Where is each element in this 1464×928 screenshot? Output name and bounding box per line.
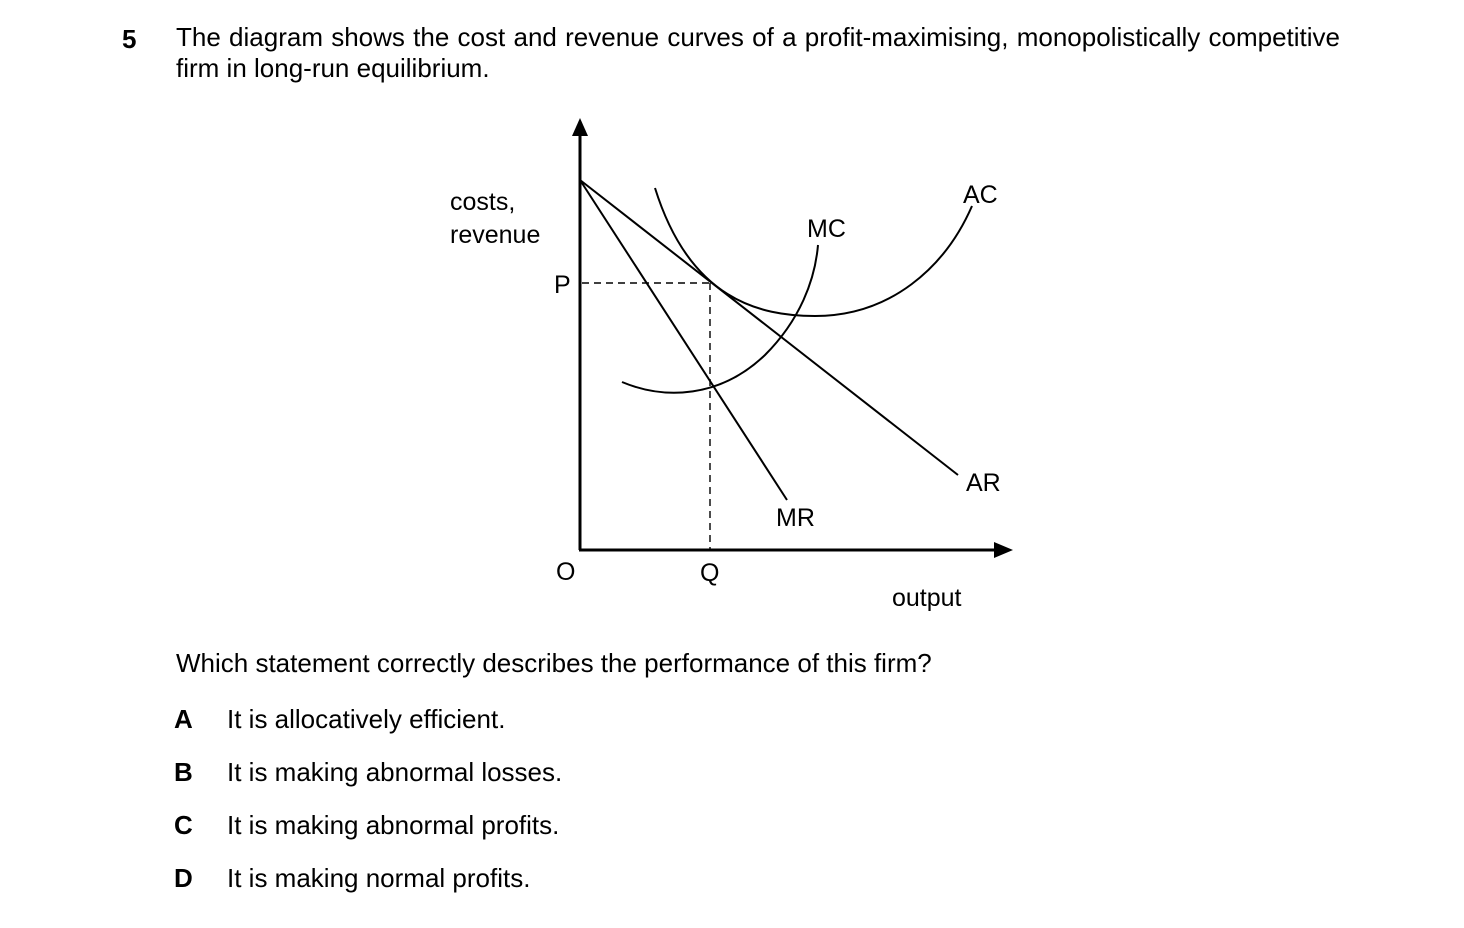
- option-text: It is making normal profits.: [227, 863, 531, 893]
- y-axis-label-line2: revenue: [450, 221, 541, 249]
- ar-label: AR: [966, 469, 1001, 497]
- ac-curve: [655, 188, 972, 316]
- x-axis-arrow: [994, 542, 1013, 558]
- question-prompt: Which statement correctly describes the performance of this firm?: [176, 648, 932, 678]
- mc-curve: [622, 245, 818, 393]
- option-letter: A: [174, 704, 193, 734]
- mr-label: MR: [776, 504, 815, 532]
- option-letter: C: [174, 810, 193, 840]
- question-stem: The diagram shows the cost and revenue curves of a profit-maximising, monopolistically competitive firm in long-run equilibrium.: [176, 22, 1340, 83]
- mr-curve: [580, 180, 787, 500]
- question-number: 5: [122, 24, 137, 54]
- x-axis-label: output: [892, 584, 962, 612]
- option-letter: B: [174, 757, 193, 787]
- option-text: It is allocatively efficient.: [227, 704, 506, 734]
- option-text: It is making abnormal losses.: [227, 757, 563, 787]
- y-axis-label-line1: costs,: [450, 188, 516, 216]
- ac-label: AC: [963, 181, 998, 209]
- quantity-label: Q: [700, 559, 720, 587]
- y-axis-arrow: [572, 118, 588, 136]
- option-text: It is making abnormal profits.: [227, 810, 560, 840]
- option-letter: D: [174, 863, 193, 893]
- ar-curve: [580, 180, 958, 475]
- mc-label: MC: [807, 215, 846, 243]
- origin-label: O: [556, 558, 576, 586]
- price-label: P: [554, 271, 571, 299]
